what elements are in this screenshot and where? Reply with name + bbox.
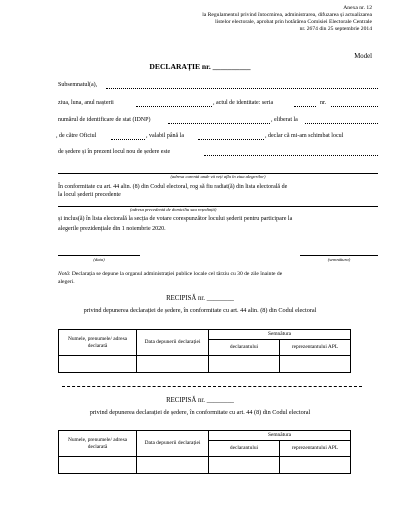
receipt1-col-date: Data depunerii declarației bbox=[137, 330, 209, 356]
idnp-label: numărul de identificare de stat (IDNP) bbox=[58, 117, 151, 123]
birthdate-field[interactable] bbox=[136, 106, 212, 107]
annex-line-2: la Regulamentul privind întocmirea, administrarea, difuzarea și actualizarea bbox=[202, 12, 372, 18]
cut-line bbox=[62, 386, 362, 387]
receipt1-title: RECIPISĂ nr. ________ bbox=[166, 295, 234, 302]
receipt2-col-declarant: declarantului bbox=[209, 441, 280, 457]
date-line[interactable] bbox=[58, 255, 140, 256]
note-text bbox=[58, 272, 282, 278]
receipt2-col-date: Data depunerii declarației bbox=[137, 431, 209, 457]
receipt2-cell-name[interactable] bbox=[59, 457, 137, 474]
idnp-field[interactable] bbox=[168, 123, 270, 124]
signature-caption: (semnătura) bbox=[327, 257, 351, 262]
id-series-field[interactable] bbox=[294, 106, 316, 107]
receipt2-cell-date[interactable] bbox=[137, 457, 209, 474]
receipt1-subtitle: privind depunerea declarației de ședere, în conformitate cu art. 44 alin. (8) din Codul electoral bbox=[83, 307, 317, 314]
receipt1-cell-name[interactable] bbox=[59, 356, 137, 373]
receipt1-col-name: Numele, prenumele/ adresa declarată bbox=[59, 330, 137, 356]
previous-address-note: (adresa precedentă de domiciliu sau reședință) bbox=[130, 207, 217, 212]
receipt1-col-apl: reprezentantului APL bbox=[280, 340, 351, 356]
deregister-request-line2: la locul șederii precedente bbox=[58, 192, 121, 198]
new-residence-label: de ședere și în prezent locul nou de ședere este bbox=[58, 149, 171, 155]
receipt2-col-name: Numele, prenumele/ adresa declarată bbox=[59, 431, 137, 457]
id-number-field[interactable] bbox=[331, 106, 378, 107]
annex-line-4: nr. 2674 din 25 septembrie 2014 bbox=[299, 26, 372, 32]
note-prefix: Notă bbox=[58, 271, 69, 277]
receipt1-cell-apl-sign[interactable] bbox=[280, 356, 351, 373]
new-residence-field[interactable] bbox=[204, 155, 378, 156]
birthdate-label: ziua, luna, anul nașterii bbox=[58, 100, 114, 106]
receipt2-col-signature: Semnătura bbox=[209, 431, 351, 441]
note-body: : Declarația se depune la organul administrației publice locale cel târziu cu 30 de zile înainte de bbox=[68, 271, 283, 277]
annex-number: Anexa nr. 12 bbox=[343, 5, 372, 11]
signature-line[interactable] bbox=[300, 255, 378, 256]
issued-label: , eliberat la bbox=[271, 117, 298, 123]
id-series-label: , actul de identitate: seria bbox=[213, 100, 274, 106]
office-field[interactable] bbox=[111, 139, 145, 140]
valid-until-field[interactable] bbox=[198, 139, 264, 140]
receipt2-col-apl: reprezentantului APL bbox=[280, 441, 351, 457]
receipt1-cell-declarant-sign[interactable] bbox=[209, 356, 280, 373]
receipt2-title: RECIPISĂ nr. ________ bbox=[166, 397, 234, 404]
register-request-line2: alegerile prezidențiale din 1 noiembrie 2020. bbox=[58, 226, 166, 232]
register-request-line1: și inclus(ă) în lista electorală la secția de votare corespunzător locului șederii pentru participare la bbox=[58, 216, 293, 222]
receipt1-col-signature: Semnătura bbox=[209, 330, 351, 340]
id-number-label: nr. bbox=[320, 100, 327, 106]
note-text-2: alegeri. bbox=[58, 279, 75, 285]
changed-residence-label: , declar că mi-am schimbat locul bbox=[265, 133, 344, 139]
receipt2-subtitle: privind depunerea declarației de ședere, în conformitate cu art. 44 (8) din Codul electoral bbox=[89, 409, 311, 416]
subsemnatul-label: Subsemnatul(a), bbox=[58, 82, 98, 88]
date-caption: (data) bbox=[93, 257, 105, 262]
receipt2-table bbox=[58, 430, 351, 474]
receipt2-cell-declarant-sign[interactable] bbox=[209, 457, 280, 474]
model-label: Model bbox=[354, 53, 372, 60]
receipt1-table bbox=[58, 329, 351, 373]
receipt2-cell-apl-sign[interactable] bbox=[280, 457, 351, 474]
current-address-note: (adresa curentă unde vă veți afla în ziua alegerilor) bbox=[170, 174, 266, 179]
office-label: , de către Oficiul bbox=[56, 133, 97, 139]
receipt1-col-declarant: declarantului bbox=[209, 340, 280, 356]
valid-until-label: , valabil până la bbox=[146, 133, 184, 139]
receipt1-cell-date[interactable] bbox=[137, 356, 209, 373]
previous-address-line[interactable] bbox=[58, 206, 378, 207]
deregister-request-line1: În conformitate cu art. 44 alin. (8) din Codul electoral, rog să fiu radiat(ă) din lista electorală de bbox=[58, 184, 288, 190]
declaration-title: DECLARAȚIE nr. __________ bbox=[149, 62, 251, 71]
name-field[interactable] bbox=[106, 88, 378, 89]
annex-line-3: listelor electorale, aprobat prin hotărârea Comisiei Electorale Centrale bbox=[215, 19, 372, 25]
issued-date-field[interactable] bbox=[305, 123, 378, 124]
